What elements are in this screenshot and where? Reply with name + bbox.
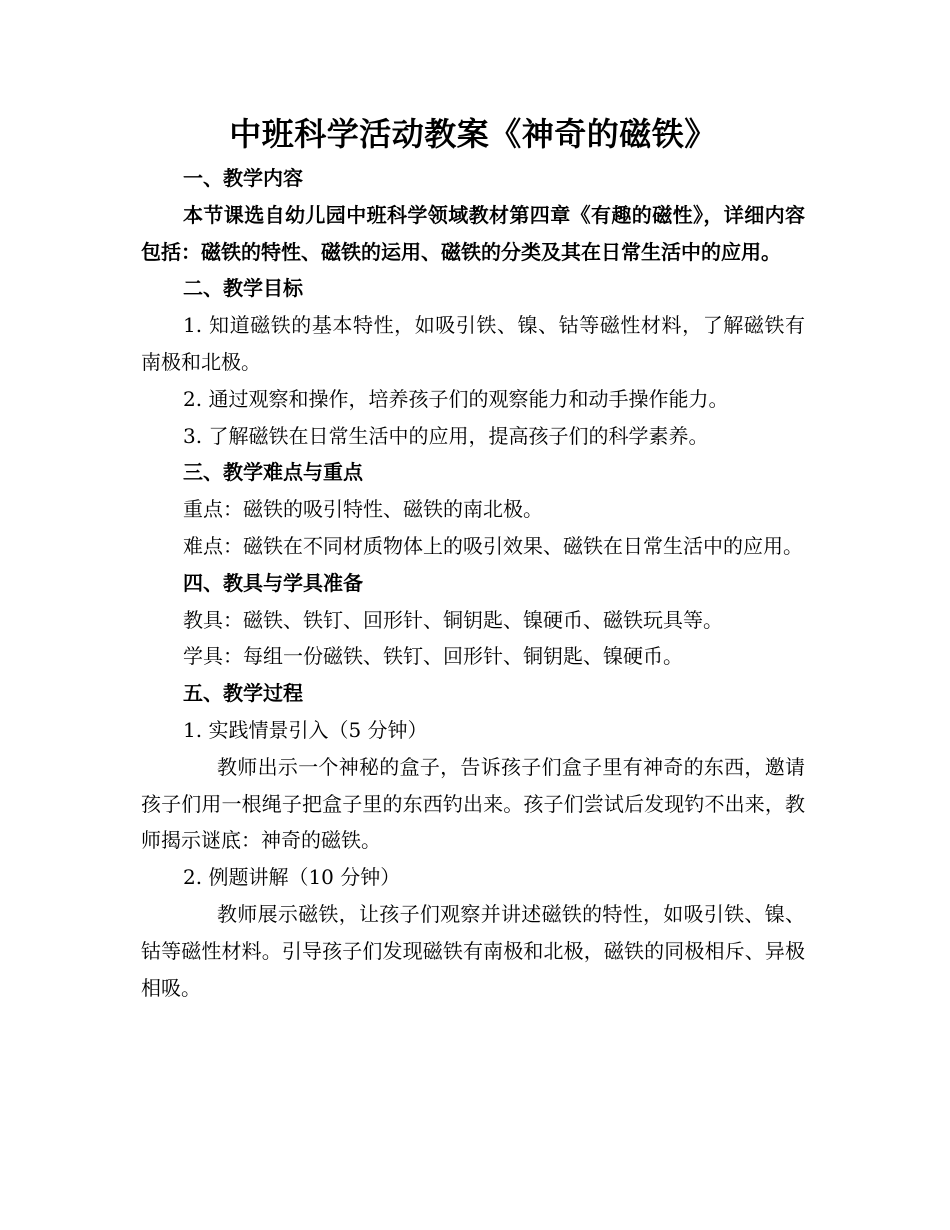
section-heading-keypoints: 三、教学难点与重点 [183, 460, 363, 485]
goal-item-2: 2. 通过观察和操作，培养孩子们的观察能力和动手操作能力。 [183, 386, 729, 411]
document-page [141, 112, 805, 1006]
process-step-2-text: 教师展示磁铁，让孩子们观察并讲述磁铁的特性，如吸引铁、镍、钴等磁性材料。引导孩子们发现磁铁有南极和北极，磁铁的同极相斥、异极相吸。 [141, 901, 805, 1000]
section-heading-goals: 二、教学目标 [183, 276, 303, 301]
focus-paragraph: 重点：磁铁的吸引特性、磁铁的南北极。 [183, 497, 543, 522]
teacher-materials: 教具：磁铁、铁钉、回形针、铜钥匙、镍硬币、磁铁玩具等。 [183, 607, 723, 632]
goal-item-3: 3. 了解磁铁在日常生活中的应用，提高孩子们的科学素养。 [183, 423, 709, 448]
process-step-2-title: 2. 例题讲解（10 分钟） [183, 865, 401, 890]
content-paragraph: 本节课选自幼儿园中班科学领域教材第四章《有趣的磁性》，详细内容包括：磁铁的特性、磁铁的运用、磁铁的分类及其在日常生活中的应用。 [141, 202, 805, 264]
student-materials: 学具：每组一份磁铁、铁钉、回形针、铜钥匙、镍硬币。 [183, 644, 683, 669]
process-step-1-text: 教师出示一个神秘的盒子，告诉孩子们盒子里有神奇的东西，邀请孩子们用一根绳子把盒子里的东西钓出来。孩子们尝试后发现钓不出来，教师揭示谜底：神奇的磁铁。 [141, 754, 805, 853]
section-heading-process: 五、教学过程 [183, 681, 303, 706]
section-heading-content: 一、教学内容 [183, 166, 303, 190]
difficulty-paragraph: 难点：磁铁在不同材质物体上的吸引效果、磁铁在日常生活中的应用。 [183, 533, 803, 558]
document-title: 中班科学活动教案《神奇的磁铁》 [229, 115, 717, 153]
section-heading-materials: 四、教具与学具准备 [183, 570, 363, 595]
process-step-1-title: 1. 实践情景引入（5 分钟） [183, 717, 428, 742]
goal-item-1: 1. 知道磁铁的基本特性，如吸引铁、镍、钴等磁性材料，了解磁铁有南极和北极。 [141, 313, 805, 374]
